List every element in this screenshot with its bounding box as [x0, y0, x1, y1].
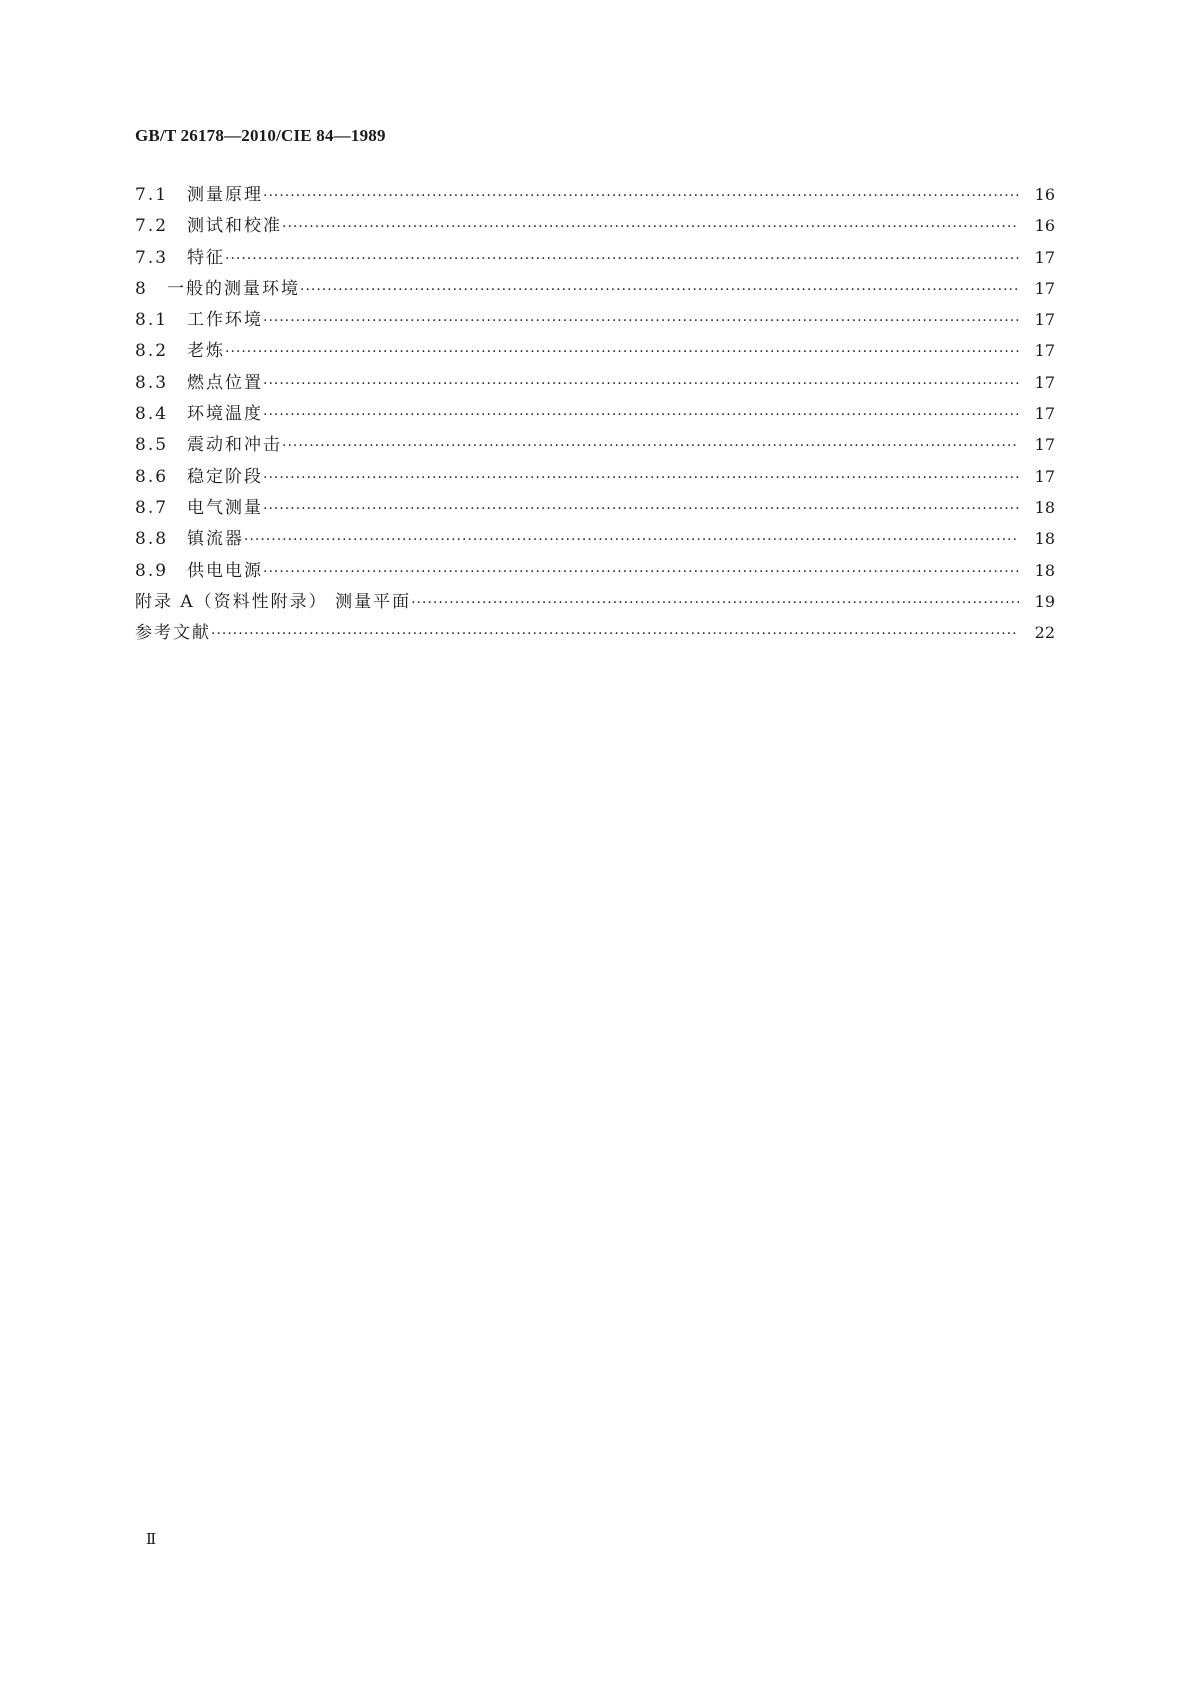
toc-entry[interactable]	[135, 399, 1055, 430]
toc-entry-page: 18	[1034, 497, 1055, 517]
toc-entry-page: 17	[1034, 247, 1055, 267]
toc-entry-page: 22	[1034, 623, 1055, 643]
toc-entry-number: 7.1	[135, 185, 169, 205]
toc-entry-title: 一般的测量环境	[167, 278, 300, 299]
toc-entry-number: 8.1	[135, 310, 169, 331]
toc-entry-title: 工作环境	[187, 310, 263, 331]
toc-dot-leader	[263, 407, 1019, 423]
toc-dot-leader	[282, 438, 1019, 454]
toc-entry-number: 8.4	[135, 404, 169, 425]
toc-entry-title: 老炼	[187, 341, 225, 362]
toc-dot-leader	[263, 470, 1019, 486]
toc-entry[interactable]	[135, 305, 1055, 336]
toc-entry-page: 17	[1034, 372, 1055, 392]
toc-entry-title: 特征	[187, 247, 225, 268]
toc-dot-leader	[263, 564, 1019, 580]
toc-entry-number: 8.3	[135, 372, 169, 393]
toc-entry-number: 8.9	[135, 560, 169, 581]
toc-dot-leader	[263, 501, 1019, 517]
toc-dot-leader	[282, 219, 1019, 235]
toc-entry-page: 18	[1034, 529, 1055, 549]
toc-entry-number: 8.5	[135, 435, 169, 456]
toc-entry-number: 8.8	[135, 529, 169, 550]
toc-entry-page: 17	[1034, 278, 1055, 298]
toc-entry[interactable]	[135, 274, 1055, 305]
toc-dot-leader	[225, 251, 1019, 267]
toc-dot-leader	[263, 376, 1019, 392]
toc-entry-page: 16	[1034, 185, 1055, 204]
toc-entry[interactable]	[135, 430, 1055, 461]
toc-entry[interactable]	[135, 243, 1055, 274]
toc-entry[interactable]	[135, 336, 1055, 367]
toc-dot-leader	[300, 282, 1019, 298]
toc-entry[interactable]	[135, 524, 1055, 555]
toc-entry-page: 17	[1034, 466, 1055, 486]
toc-entry-number: 8.2	[135, 341, 169, 362]
toc-entry[interactable]	[135, 368, 1055, 399]
toc-entry-number: 8.7	[135, 497, 169, 518]
toc-dot-leader	[211, 626, 1019, 642]
document-header: GB/T 26178—2010/CIE 84—1989	[135, 126, 386, 145]
page-number: Ⅱ	[146, 1532, 157, 1548]
toc-entry-number: 7.2	[135, 216, 169, 237]
toc-entry-appendix[interactable]	[135, 587, 1055, 618]
toc-entry-page: 18	[1034, 560, 1055, 580]
toc-entry-title: 镇流器	[187, 529, 244, 550]
toc-entry-title: 测试和校准	[187, 216, 282, 237]
toc-entry-title: 电气测量	[187, 497, 263, 518]
toc-entry-title: 稳定阶段	[187, 466, 263, 487]
toc-dot-leader	[225, 344, 1019, 360]
toc-entry-number: 7.3	[135, 247, 169, 268]
toc-entry-title: 供电电源	[187, 560, 263, 581]
toc-entry-page: 17	[1034, 435, 1055, 455]
toc-entry-page: 19	[1034, 591, 1055, 611]
toc-dot-leader	[263, 188, 1019, 204]
toc-entry-number: 8	[135, 278, 148, 299]
toc-entry-page: 17	[1034, 310, 1055, 330]
table-of-contents	[135, 180, 1055, 649]
toc-entry-page: 17	[1034, 341, 1055, 361]
toc-entry-title: 附录 A（资料性附录） 测量平面	[135, 591, 412, 612]
toc-entry[interactable]	[135, 493, 1055, 524]
toc-dot-leader	[411, 595, 1019, 611]
toc-entry[interactable]	[135, 180, 1055, 211]
toc-entry-title: 震动和冲击	[187, 435, 282, 456]
toc-entry-title: 燃点位置	[187, 372, 263, 393]
toc-dot-leader	[263, 313, 1019, 329]
toc-entry-number: 8.6	[135, 466, 169, 487]
toc-entry-page: 16	[1034, 216, 1055, 236]
toc-entry[interactable]	[135, 211, 1055, 242]
toc-entry-title: 测量原理	[187, 185, 263, 205]
toc-entry-title: 参考文献	[135, 623, 211, 644]
toc-entry-title: 环境温度	[187, 404, 263, 425]
toc-entry-references[interactable]	[135, 618, 1055, 649]
toc-entry-page: 17	[1034, 404, 1055, 424]
toc-entry[interactable]	[135, 462, 1055, 493]
toc-dot-leader	[244, 532, 1019, 548]
toc-entry[interactable]	[135, 556, 1055, 587]
